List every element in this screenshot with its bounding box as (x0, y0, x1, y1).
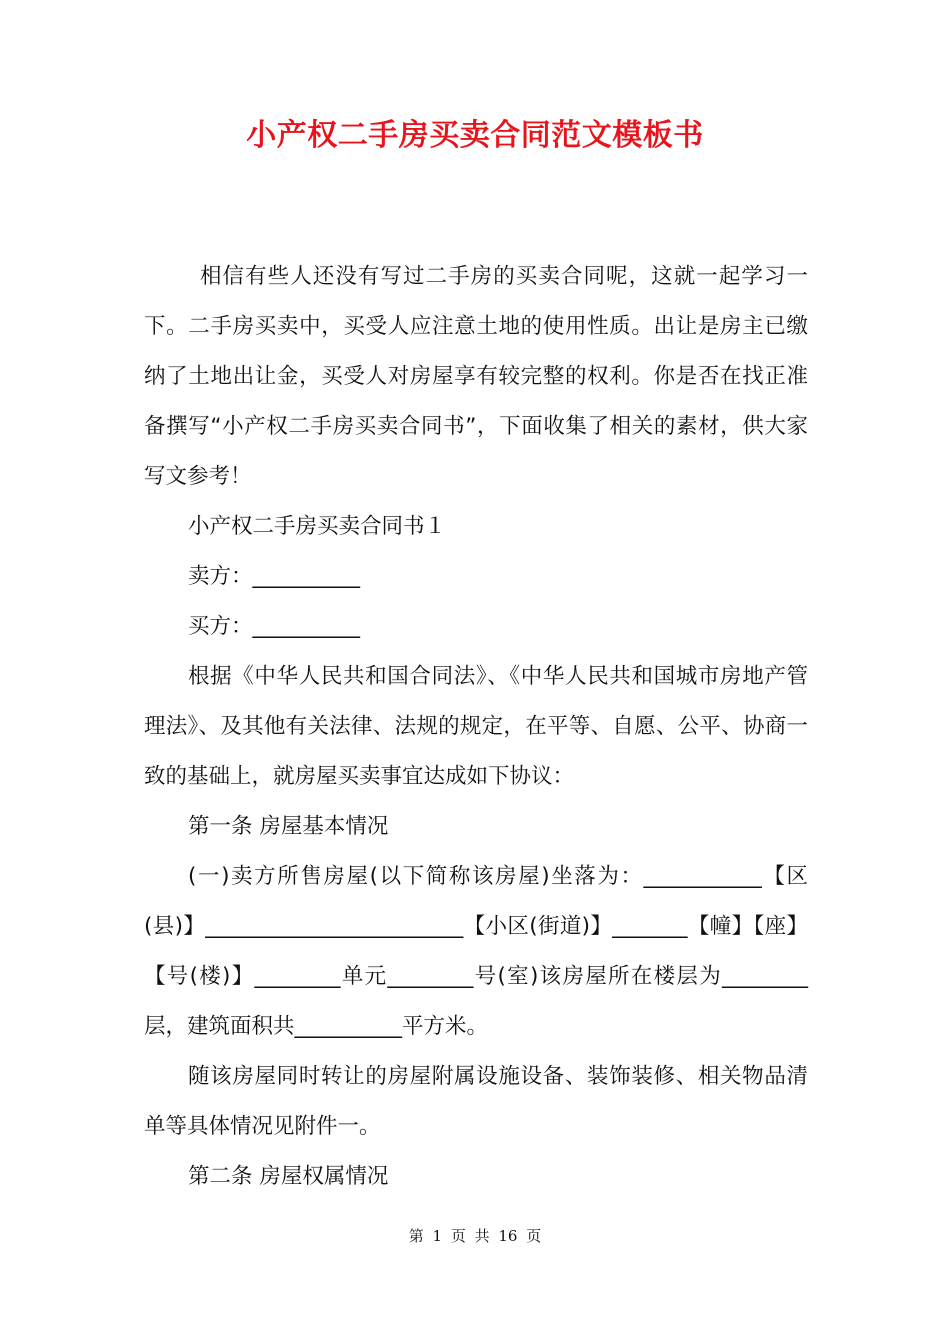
property-location-paragraph: (一)卖方所售房屋(以下简称该房屋)坐落为：___________【区(县)】________________________【小区(街道)】_______【幢】【座】【号(楼)】________单元________号(室)该房屋所在楼层为________层，建筑面积共__________平方米。 (144, 864, 808, 1039)
legal-basis-paragraph: 根据《中华人民共和国合同法》、《中华人民共和国城市房地产管理法》、及其他有关法律、法规的规定，在平等、自愿、公平、协商一致的基础上，就房屋买卖事宜达成如下协议： (144, 664, 808, 789)
attachments-paragraph: 随该房屋同时转让的房屋附属设施设备、装饰装修、相关物品清单等具体情况见附件一。 (144, 1064, 808, 1139)
page-number-footer: 第 1 页 共 16 页 (408, 1227, 542, 1245)
intro-paragraph: 相信有些人还没有写过二手房的买卖合同呢，这就一起学习一下。二手房买卖中，买受人应注意土地的使用性质。出让是房主已缴纳了土地出让金，买受人对房屋享有较完整的权利。你是否在找正准备撰写“小产权二手房买卖合同书”，下面收集了相关的素材，供大家写文参考！ (144, 264, 808, 489)
buyer-line: 买方：__________ (188, 614, 361, 639)
section-heading: 小产权二手房买卖合同书１ (188, 514, 447, 539)
article-1-heading: 第一条 房屋基本情况 (188, 814, 389, 839)
document-body (144, 252, 808, 1202)
document-title: 小产权二手房买卖合同范文模板书 (246, 118, 704, 153)
article-2-heading: 第二条 房屋权属情况 (188, 1164, 389, 1189)
seller-line: 卖方：__________ (188, 564, 361, 589)
